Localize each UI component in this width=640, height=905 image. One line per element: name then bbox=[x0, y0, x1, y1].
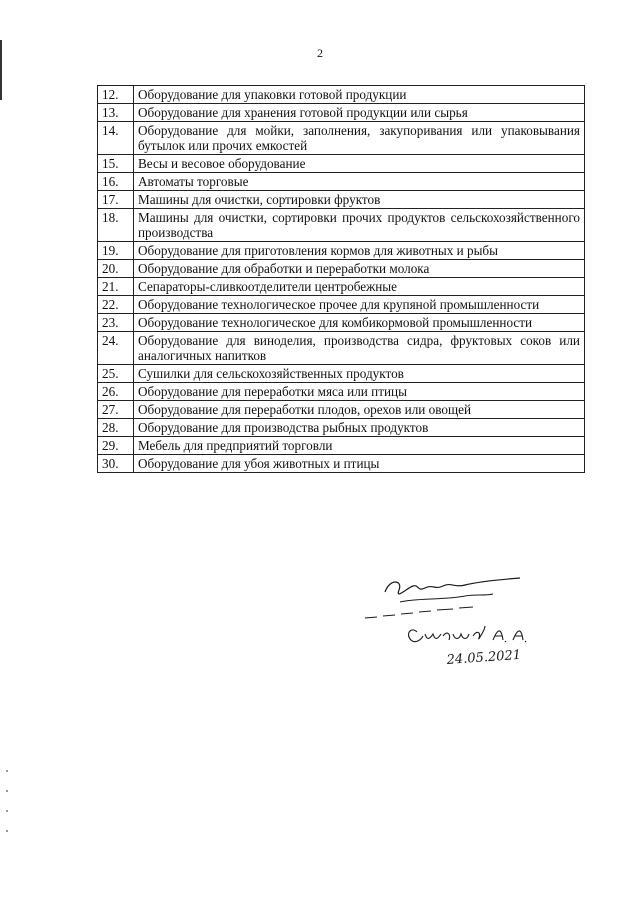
table-row bbox=[98, 155, 585, 173]
table-row bbox=[98, 173, 585, 191]
item-number: 22. bbox=[98, 296, 134, 314]
item-number: 18. bbox=[98, 209, 134, 242]
item-text: Оборудование технологическое для комбикормовой промышленности bbox=[134, 314, 585, 332]
item-text: Оборудование для виноделия, производства сидра, фруктовых соков или аналогичных напитков bbox=[134, 332, 585, 365]
item-number: 19. bbox=[98, 242, 134, 260]
table-row bbox=[98, 296, 585, 314]
item-number: 13. bbox=[98, 104, 134, 122]
table-row bbox=[98, 278, 585, 296]
item-number: 23. bbox=[98, 314, 134, 332]
signature-underline bbox=[400, 594, 493, 602]
item-text: Машины для очистки, сортировки фруктов bbox=[134, 191, 585, 209]
handwritten-signature bbox=[355, 560, 555, 670]
item-text: Оборудование для обработки и переработки молока bbox=[134, 260, 585, 278]
item-text: Весы и весовое оборудование bbox=[134, 155, 585, 173]
table-row bbox=[98, 86, 585, 104]
signature-graphic bbox=[355, 560, 555, 670]
item-number: 26. bbox=[98, 383, 134, 401]
item-number: 30. bbox=[98, 455, 134, 473]
table-row bbox=[98, 209, 585, 242]
table-row bbox=[98, 383, 585, 401]
table-row bbox=[98, 365, 585, 383]
item-number: 16. bbox=[98, 173, 134, 191]
item-number: 14. bbox=[98, 122, 134, 155]
item-text: Сепараторы-сливкоотделители центробежные bbox=[134, 278, 585, 296]
item-text: Оборудование для приготовления кормов для животных и рыбы bbox=[134, 242, 585, 260]
item-number: 12. bbox=[98, 86, 134, 104]
table-row bbox=[98, 332, 585, 365]
item-text: Сушилки для сельскохозяйственных продуктов bbox=[134, 365, 585, 383]
item-text: Оборудование для производства рыбных продуктов bbox=[134, 419, 585, 437]
signature-name-stroke bbox=[409, 626, 526, 642]
item-number: 27. bbox=[98, 401, 134, 419]
item-text: Оборудование технологическое прочее для крупяной промышленности bbox=[134, 296, 585, 314]
scan-margin-dots bbox=[6, 770, 10, 870]
table-row bbox=[98, 122, 585, 155]
item-number: 28. bbox=[98, 419, 134, 437]
item-text: Оборудование для убоя животных и птицы bbox=[134, 455, 585, 473]
item-text: Оборудование для переработки плодов, орехов или овощей bbox=[134, 401, 585, 419]
page-number: 2 bbox=[317, 46, 323, 60]
table-row bbox=[98, 191, 585, 209]
table-row bbox=[98, 455, 585, 473]
item-text: Автоматы торговые bbox=[134, 173, 585, 191]
table-row bbox=[98, 242, 585, 260]
item-text: Машины для очистки, сортировки прочих продуктов сельскохозяйственного производства bbox=[134, 209, 585, 242]
table-row bbox=[98, 437, 585, 455]
equipment-list-body bbox=[98, 86, 585, 473]
item-text: Оборудование для упаковки готовой продукции bbox=[134, 86, 585, 104]
signature-date: 24.05.2021 bbox=[446, 647, 522, 668]
item-text: Мебель для предприятий торговли bbox=[134, 437, 585, 455]
signature-stroke bbox=[385, 578, 520, 594]
signature-dashed-line bbox=[365, 607, 473, 618]
item-number: 29. bbox=[98, 437, 134, 455]
item-number: 20. bbox=[98, 260, 134, 278]
table-row bbox=[98, 104, 585, 122]
item-text: Оборудование для хранения готовой продукции или сырья bbox=[134, 104, 585, 122]
table-row bbox=[98, 314, 585, 332]
item-text: Оборудование для мойки, заполнения, закупоривания или упаковывания бутылок или прочих емкостей bbox=[134, 122, 585, 155]
item-text: Оборудование для переработки мяса или птицы bbox=[134, 383, 585, 401]
item-number: 17. bbox=[98, 191, 134, 209]
item-number: 21. bbox=[98, 278, 134, 296]
item-number: 24. bbox=[98, 332, 134, 365]
item-number: 15. bbox=[98, 155, 134, 173]
item-number: 25. bbox=[98, 365, 134, 383]
equipment-list-table bbox=[97, 85, 585, 473]
table-row bbox=[98, 419, 585, 437]
table-row bbox=[98, 260, 585, 278]
table-row bbox=[98, 401, 585, 419]
